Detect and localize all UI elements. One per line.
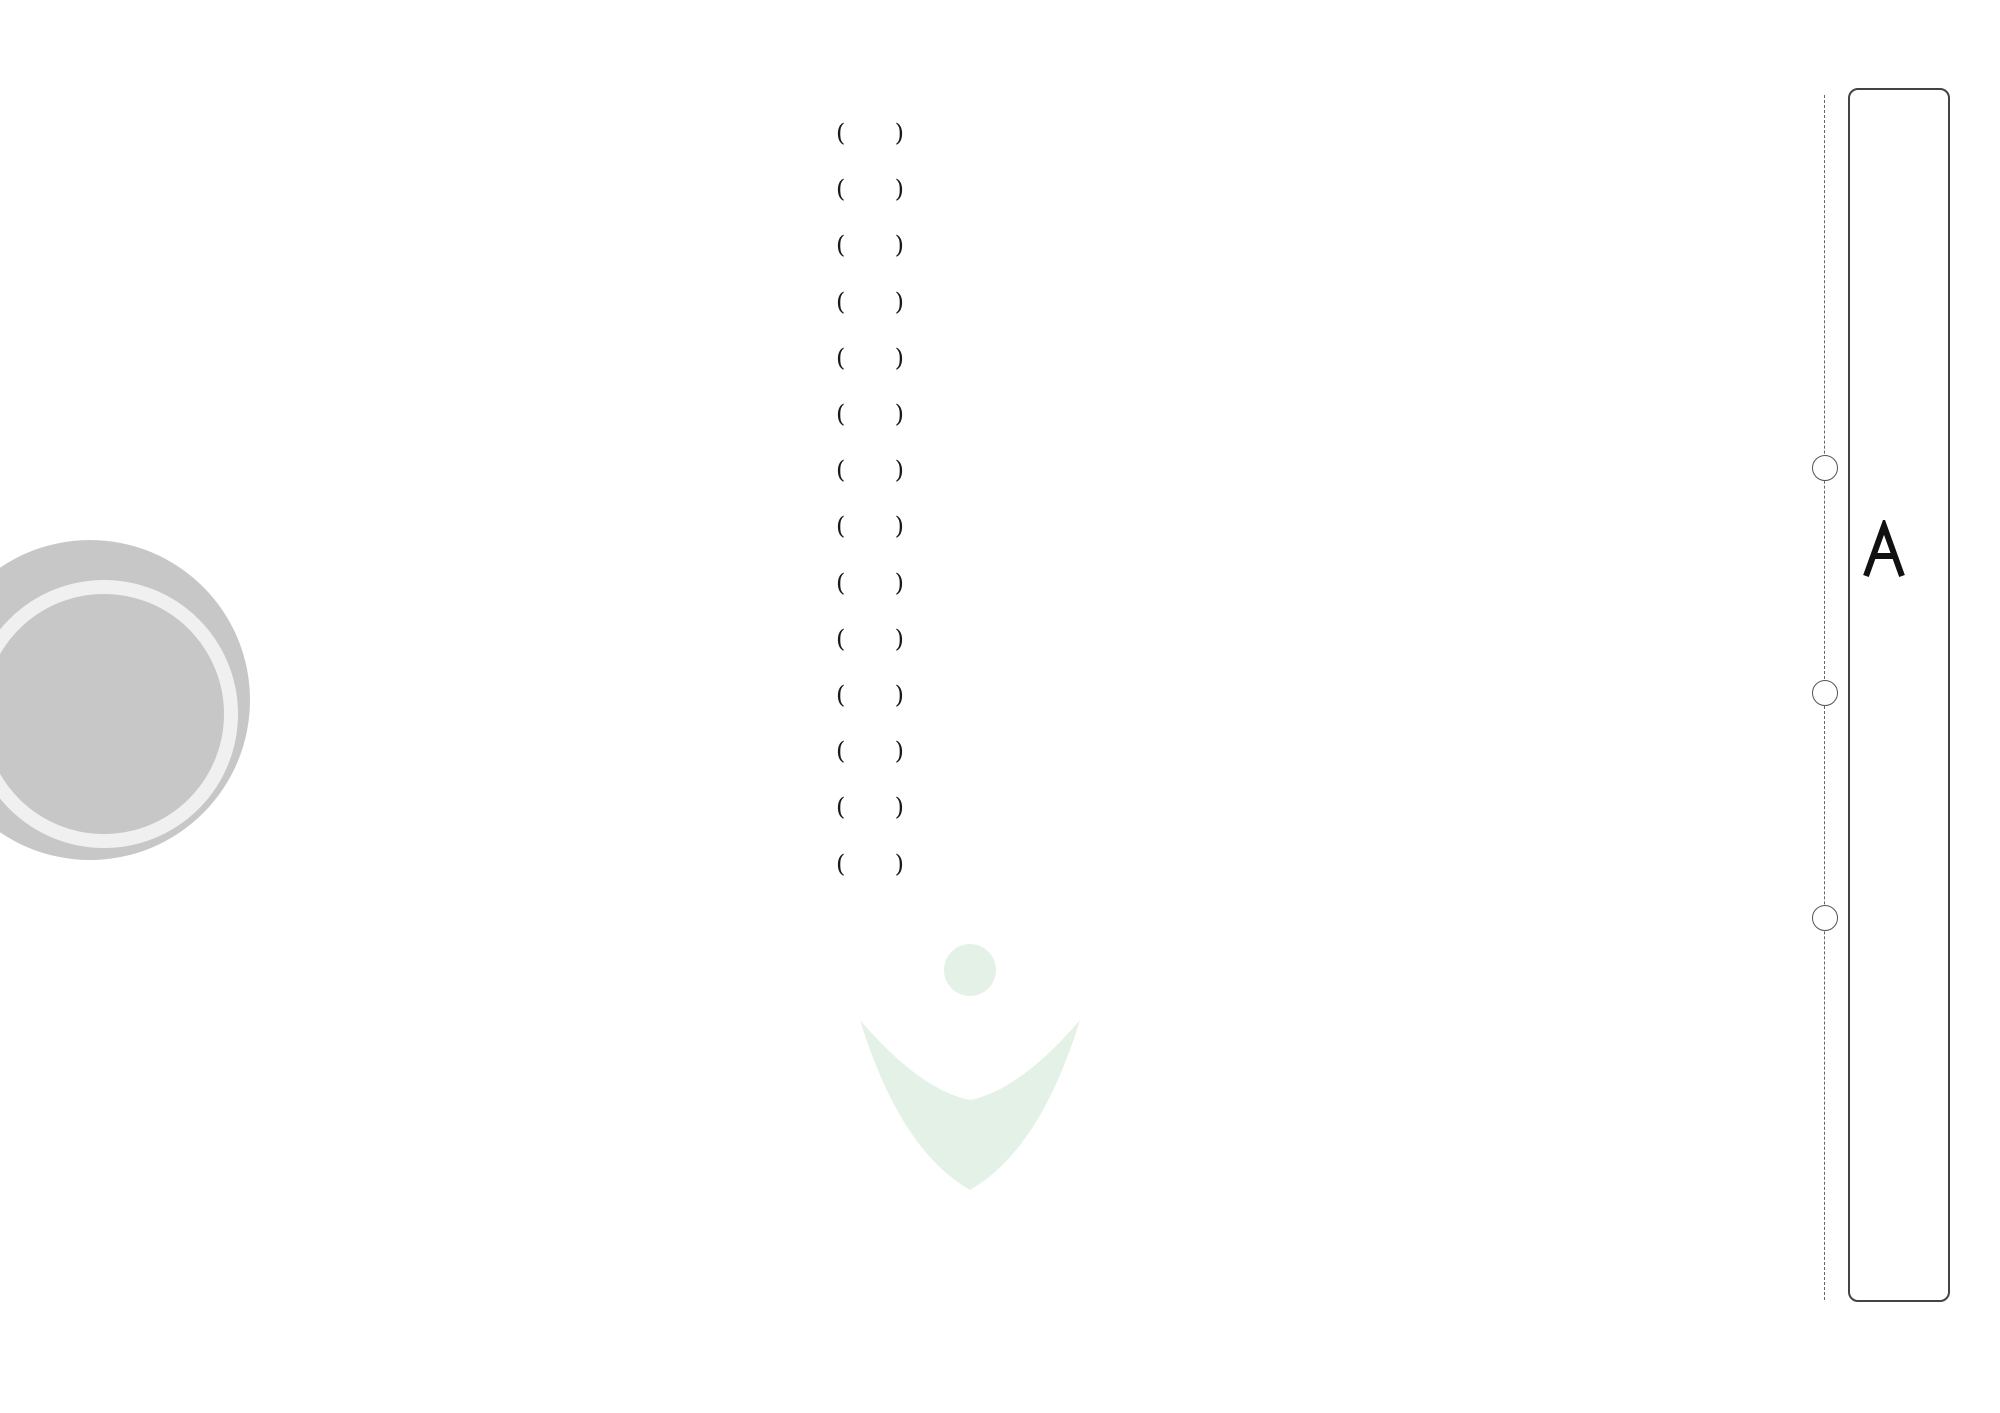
watermark-logo-icon [840, 930, 1100, 1210]
answer-bracket: ( ) [836, 737, 904, 766]
mc-question [150, 1190, 184, 1220]
answer-bracket: ( ) [836, 287, 904, 316]
answer-bracket: ( ) [836, 849, 904, 878]
side-banner-text [1878, 585, 1918, 945]
answer-bracket: ( ) [836, 624, 904, 653]
binding-label-1 [1812, 455, 1838, 481]
binding-label-3 [1812, 905, 1838, 931]
answer-bracket: ( ) [836, 400, 904, 428]
answer-bracket: ( ) [836, 231, 904, 260]
answer-bracket: ( ) [836, 343, 904, 372]
brand-logo-icon [1862, 520, 1908, 580]
mc-question [1048, 231, 1082, 261]
answer-bracket: ( ) [836, 456, 904, 485]
binding-label-2 [1812, 680, 1838, 706]
mc-question [1048, 118, 1082, 148]
mc-question [150, 1078, 184, 1108]
mc-question [150, 965, 184, 995]
answer-bracket: ( ) [836, 119, 904, 147]
answer-bracket: ( ) [836, 681, 904, 709]
answer-bracket: ( ) [836, 512, 904, 541]
answer-bracket: ( ) [836, 793, 904, 822]
answer-bracket: ( ) [836, 568, 904, 597]
answer-bracket: ( ) [836, 175, 904, 204]
